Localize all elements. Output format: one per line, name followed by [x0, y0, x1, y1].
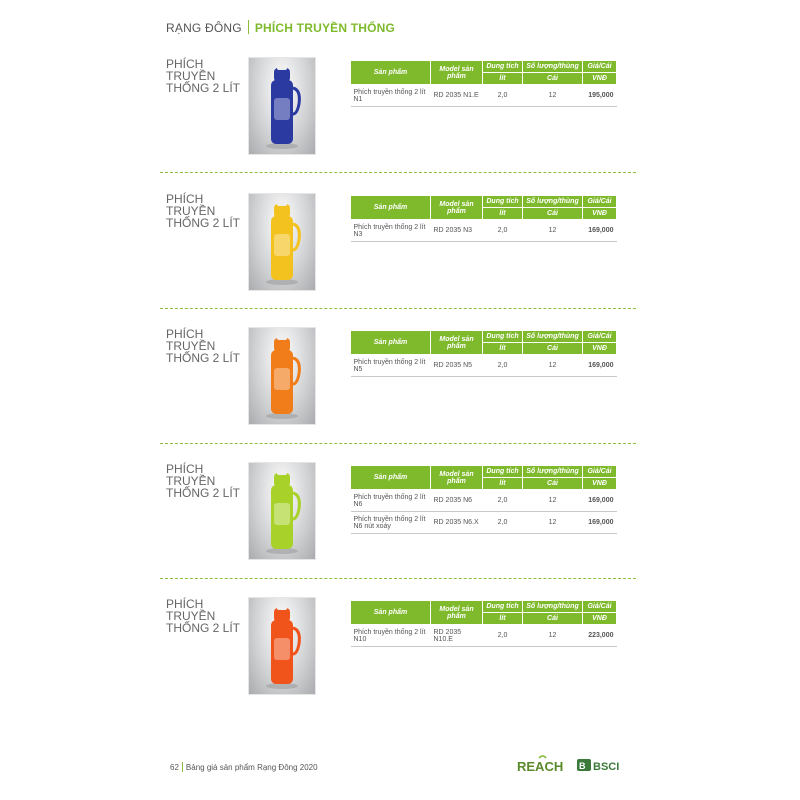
product-title: PHÍCH TRUYỀN THỐNG 2 LÍT — [166, 462, 241, 500]
header-capacity-unit: lít — [483, 73, 523, 85]
cell-model: RD 2035 N3 — [431, 220, 483, 242]
cell-product-name: Phích truyền thống 2 lít N10 — [351, 625, 431, 647]
header-quantity: Số lượng/thùng — [523, 601, 583, 613]
header-product: Sản phẩm — [351, 601, 431, 625]
header-capacity: Dung tích — [483, 466, 523, 478]
header-price-unit: VNĐ — [583, 208, 617, 220]
header-price-unit: VNĐ — [583, 343, 617, 355]
cell-quantity: 12 — [523, 512, 583, 534]
cell-price: 169,000 — [583, 220, 617, 242]
cell-model: RD 2035 N10.E — [431, 625, 483, 647]
page-header — [166, 20, 395, 35]
cell-product-name: Phích truyền thống 2 lít N5 — [351, 355, 431, 377]
header-model: Model sản phẩm — [431, 331, 483, 355]
footer-separator — [182, 762, 183, 772]
cell-product-name: Phích truyền thống 2 lít N6 — [351, 490, 431, 512]
table-row — [351, 490, 657, 512]
product-spec-table — [350, 465, 657, 534]
product-spec-table — [350, 600, 657, 647]
reach-bsci-logo-icon — [517, 754, 637, 778]
header-price-unit: VNĐ — [583, 613, 617, 625]
header-product: Sản phẩm — [351, 61, 431, 85]
header-capacity-unit: lít — [483, 613, 523, 625]
cell-price: 195,000 — [583, 85, 617, 107]
header-quantity-unit: Cái — [523, 613, 583, 625]
cell-capacity: 2,0 — [483, 220, 523, 242]
cell-model: RD 2035 N1.E — [431, 85, 483, 107]
cell-model: RD 2035 N6 — [431, 490, 483, 512]
cell-capacity: 2,0 — [483, 512, 523, 534]
product-spec-table — [350, 60, 657, 107]
product-title: PHÍCH TRUYỀN THỐNG 2 LÍT — [166, 192, 241, 230]
section-divider — [160, 443, 636, 444]
cell-product-name: Phích truyền thống 2 lít N3 — [351, 220, 431, 242]
product-photo — [248, 57, 316, 155]
header-separator — [248, 20, 249, 34]
cell-model: RD 2035 N5 — [431, 355, 483, 377]
header-capacity-unit: lít — [483, 208, 523, 220]
product-photo — [248, 462, 316, 560]
header-capacity: Dung tích — [483, 61, 523, 73]
svg-text:BSCI: BSCI — [593, 761, 620, 773]
cell-price: 223,000 — [583, 625, 617, 647]
cell-model: RD 2035 N6.X — [431, 512, 483, 534]
cell-quantity: 12 — [523, 490, 583, 512]
product-spec-table — [350, 195, 657, 242]
header-quantity: Số lượng/thùng — [523, 61, 583, 73]
cell-capacity: 2,0 — [483, 355, 523, 377]
header-product: Sản phẩm — [351, 466, 431, 490]
cell-capacity: 2,0 — [483, 625, 523, 647]
section-divider — [160, 578, 636, 579]
table-row — [351, 512, 657, 534]
footer-text: Bảng giá sản phẩm Rạng Đông 2020 — [185, 763, 318, 772]
header-model: Model sản phẩm — [431, 196, 483, 220]
table-row — [351, 220, 657, 242]
header-capacity-unit: lít — [483, 478, 523, 490]
flask-icon — [249, 58, 315, 154]
brand-label: RẠNG ĐÔNG — [166, 21, 242, 35]
header-quantity-unit: Cái — [523, 478, 583, 490]
section-divider — [160, 308, 636, 309]
cell-product-name: Phích truyền thống 2 lít N6 nút xoáy — [351, 512, 431, 534]
flask-icon — [249, 598, 315, 694]
header-quantity: Số lượng/thùng — [523, 466, 583, 478]
cell-price: 169,000 — [583, 355, 617, 377]
cell-quantity: 12 — [523, 625, 583, 647]
product-spec-table — [350, 330, 657, 377]
header-model: Model sản phẩm — [431, 466, 483, 490]
header-price: Giá/Cái — [583, 331, 617, 343]
cell-quantity: 12 — [523, 85, 583, 107]
header-capacity: Dung tích — [483, 196, 523, 208]
header-quantity: Số lượng/thùng — [523, 331, 583, 343]
flask-icon — [249, 194, 315, 290]
header-quantity-unit: Cái — [523, 208, 583, 220]
header-product: Sản phẩm — [351, 331, 431, 355]
product-title: PHÍCH TRUYỀN THỐNG 2 LÍT — [166, 327, 241, 365]
header-capacity-unit: lít — [483, 343, 523, 355]
header-quantity: Số lượng/thùng — [523, 196, 583, 208]
section-title: PHÍCH TRUYỀN THỐNG — [254, 21, 396, 35]
header-price: Giá/Cái — [583, 61, 617, 73]
svg-text:REACH: REACH — [517, 759, 564, 774]
header-price-unit: VNĐ — [583, 73, 617, 85]
header-price-unit: VNĐ — [583, 478, 617, 490]
cell-quantity: 12 — [523, 220, 583, 242]
table-row — [351, 625, 657, 647]
flask-icon — [249, 463, 315, 559]
svg-text:B: B — [579, 761, 586, 771]
page-number: 62 — [170, 763, 179, 772]
product-photo — [248, 193, 316, 291]
header-quantity-unit: Cái — [523, 343, 583, 355]
cell-capacity: 2,0 — [483, 490, 523, 512]
certification-logos — [517, 754, 637, 778]
header-price: Giá/Cái — [583, 466, 617, 478]
flask-icon — [249, 328, 315, 424]
product-title: PHÍCH TRUYỀN THỐNG 2 LÍT — [166, 597, 241, 635]
section-divider — [160, 172, 636, 173]
header-product: Sản phẩm — [351, 196, 431, 220]
header-price: Giá/Cái — [583, 196, 617, 208]
table-row — [351, 355, 657, 377]
product-photo — [248, 597, 316, 695]
cell-quantity: 12 — [523, 355, 583, 377]
cell-price: 169,000 — [583, 490, 617, 512]
header-model: Model sản phẩm — [431, 61, 483, 85]
header-model: Model sản phẩm — [431, 601, 483, 625]
header-capacity: Dung tích — [483, 601, 523, 613]
product-title: PHÍCH TRUYỀN THỐNG 2 LÍT — [166, 57, 241, 95]
cell-product-name: Phích truyền thống 2 lít N1 — [351, 85, 431, 107]
page-footer — [170, 762, 318, 772]
cell-capacity: 2,0 — [483, 85, 523, 107]
cell-price: 169,000 — [583, 512, 617, 534]
header-price: Giá/Cái — [583, 601, 617, 613]
product-photo — [248, 327, 316, 425]
header-quantity-unit: Cái — [523, 73, 583, 85]
header-capacity: Dung tích — [483, 331, 523, 343]
table-row — [351, 85, 657, 107]
